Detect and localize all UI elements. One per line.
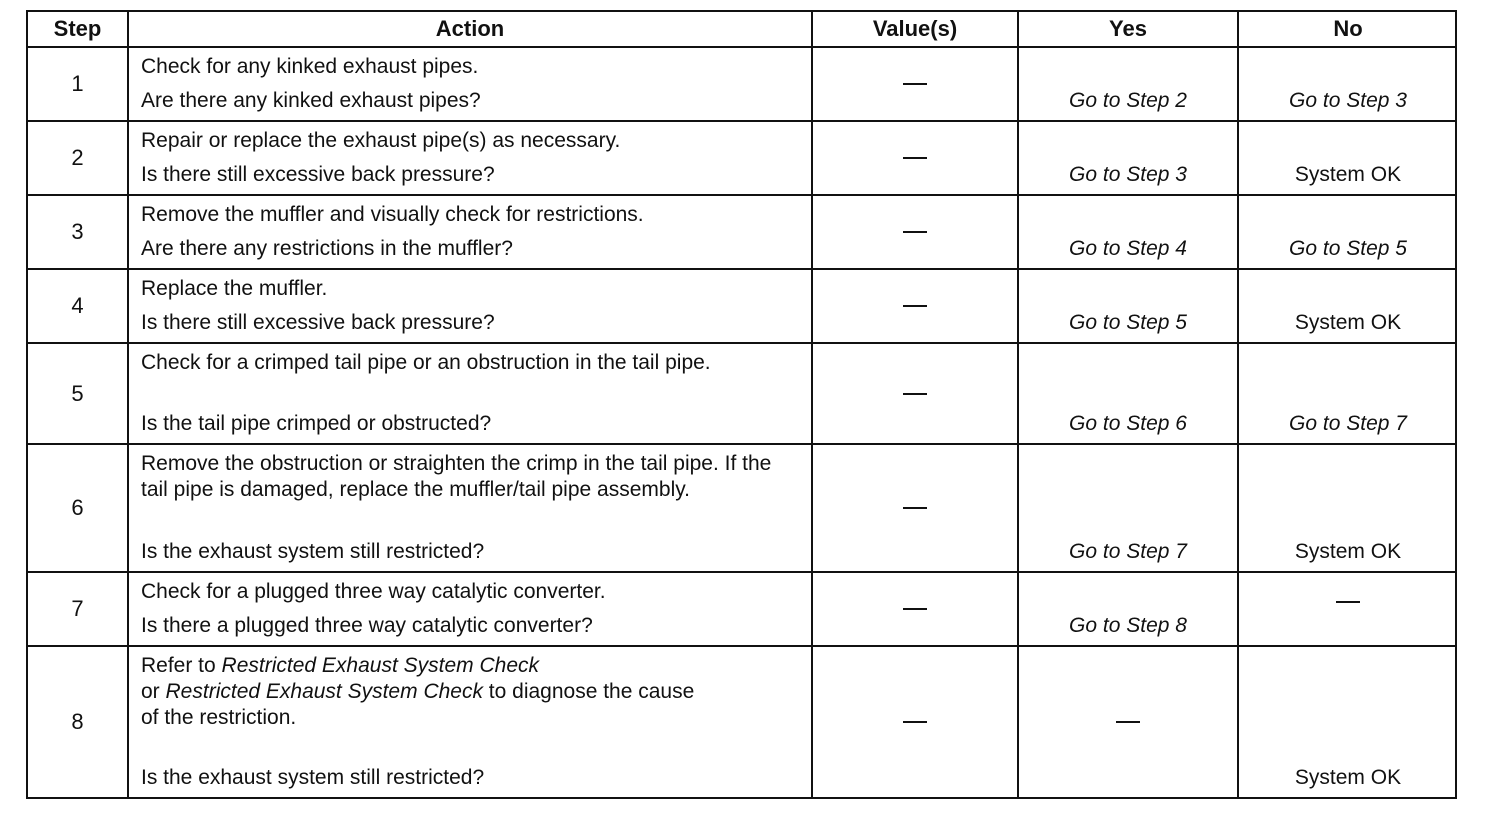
table-row	[28, 122, 1455, 196]
action-text: Check for a crimped tail pipe or an obstruction in the tail pipe.	[141, 351, 711, 374]
no-cell	[1239, 122, 1457, 194]
step-number: 7	[71, 596, 84, 621]
dash-mark	[903, 83, 927, 85]
value-cell	[813, 647, 1019, 797]
action-text: Repair or replace the exhaust pipe(s) as necessary.	[141, 129, 621, 152]
table-row	[28, 573, 1455, 647]
action-text: Remove the obstruction or straighten the crimp in the tail pipe. If the tail pipe is damaged, replace the muffler/tail pipe assembly.	[141, 452, 772, 501]
step-cell	[28, 196, 129, 268]
yes-result: Go to Step 4	[1069, 237, 1187, 260]
action-question: Is the exhaust system still restricted?	[141, 540, 485, 563]
action-question: Is the exhaust system still restricted?	[141, 766, 485, 789]
table-row	[28, 196, 1455, 270]
value-cell	[813, 573, 1019, 645]
no-cell	[1239, 573, 1457, 645]
action-text: Replace the muffler.	[141, 277, 328, 300]
value-cell	[813, 270, 1019, 342]
dash-mark	[903, 157, 927, 159]
table-row	[28, 48, 1455, 122]
action-cell	[129, 270, 813, 342]
action-cell	[129, 573, 813, 645]
yes-result: Go to Step 8	[1069, 614, 1187, 637]
value-cell	[813, 344, 1019, 443]
step-number: 1	[71, 71, 84, 96]
header-step: Step	[28, 12, 129, 46]
action-cell	[129, 122, 813, 194]
yes-cell	[1019, 344, 1239, 443]
yes-cell	[1019, 573, 1239, 645]
value-cell	[813, 196, 1019, 268]
header-action: Action	[129, 12, 813, 46]
action-text: Remove the muffler and visually check for restrictions.	[141, 203, 644, 226]
no-cell	[1239, 196, 1457, 268]
table-row	[28, 270, 1455, 344]
step-number: 3	[71, 219, 84, 244]
step-number: 8	[71, 709, 84, 734]
action-cell	[129, 48, 813, 120]
no-cell	[1239, 270, 1457, 342]
action-question: Are there any kinked exhaust pipes?	[141, 89, 481, 112]
yes-cell	[1019, 196, 1239, 268]
value-cell	[813, 48, 1019, 120]
step-cell	[28, 270, 129, 342]
dash-mark	[903, 608, 927, 610]
diagnostic-table	[26, 10, 1457, 799]
procedure-reference: Restricted Exhaust System Check	[221, 654, 539, 677]
step-number: 4	[71, 293, 84, 318]
header-yes: Yes	[1019, 12, 1239, 46]
no-result: System OK	[1294, 540, 1402, 563]
table-row	[28, 344, 1455, 445]
table-row	[28, 647, 1455, 797]
step-cell	[28, 344, 129, 443]
no-result: System OK	[1294, 311, 1402, 334]
no-result: Go to Step 3	[1289, 89, 1407, 112]
action-text-part: Refer to	[141, 654, 222, 677]
action-cell	[129, 196, 813, 268]
table-row	[28, 445, 1455, 573]
action-text: Check for any kinked exhaust pipes.	[141, 55, 479, 78]
action-text-part: to diagnose the cause of the restriction.	[141, 680, 695, 729]
step-cell	[28, 647, 129, 797]
step-number: 2	[71, 145, 84, 170]
header-values: Value(s)	[813, 12, 1019, 46]
action-question: Is there a plugged three way catalytic converter?	[141, 614, 593, 637]
dash-mark	[903, 507, 927, 509]
step-cell	[28, 445, 129, 571]
action-question: Are there any restrictions in the muffler?	[141, 237, 513, 260]
yes-result: Go to Step 3	[1069, 163, 1187, 186]
no-result: Go to Step 5	[1289, 237, 1407, 260]
step-number: 6	[71, 495, 84, 520]
no-result: System OK	[1294, 163, 1402, 186]
yes-cell	[1019, 48, 1239, 120]
dash-mark	[903, 305, 927, 307]
no-cell	[1239, 647, 1457, 797]
step-cell	[28, 122, 129, 194]
action-cell	[129, 445, 813, 571]
step-number: 5	[71, 380, 84, 406]
action-text: Check for a plugged three way catalytic converter.	[141, 580, 606, 603]
procedure-reference: Restricted Exhaust System Check	[165, 680, 483, 703]
action-text-part: or	[141, 680, 166, 703]
dash-mark	[903, 393, 927, 395]
action-question: Is the tail pipe crimped or obstructed?	[141, 412, 492, 435]
yes-cell	[1019, 270, 1239, 342]
yes-cell	[1019, 122, 1239, 194]
action-cell	[129, 344, 813, 443]
dash-mark	[1116, 721, 1140, 723]
value-cell	[813, 445, 1019, 571]
yes-cell	[1019, 445, 1239, 571]
yes-result: Go to Step 6	[1069, 412, 1187, 435]
dash-mark	[903, 231, 927, 233]
yes-cell	[1019, 647, 1239, 797]
step-cell	[28, 48, 129, 120]
no-cell	[1239, 445, 1457, 571]
no-result: Go to Step 7	[1289, 412, 1407, 435]
header-row	[28, 12, 1455, 48]
action-question: Is there still excessive back pressure?	[141, 163, 495, 186]
step-cell	[28, 573, 129, 645]
yes-result: Go to Step 5	[1069, 311, 1187, 334]
action-cell	[129, 647, 813, 797]
value-cell	[813, 122, 1019, 194]
action-text	[141, 653, 711, 731]
yes-result: Go to Step 7	[1069, 540, 1187, 563]
header-no: No	[1333, 16, 1363, 41]
dash-mark	[1336, 601, 1360, 603]
yes-result: Go to Step 2	[1069, 89, 1187, 112]
action-question: Is there still excessive back pressure?	[141, 311, 495, 334]
no-cell	[1239, 344, 1457, 443]
dash-mark	[903, 721, 927, 723]
no-result: System OK	[1294, 766, 1402, 789]
no-cell	[1239, 48, 1457, 120]
